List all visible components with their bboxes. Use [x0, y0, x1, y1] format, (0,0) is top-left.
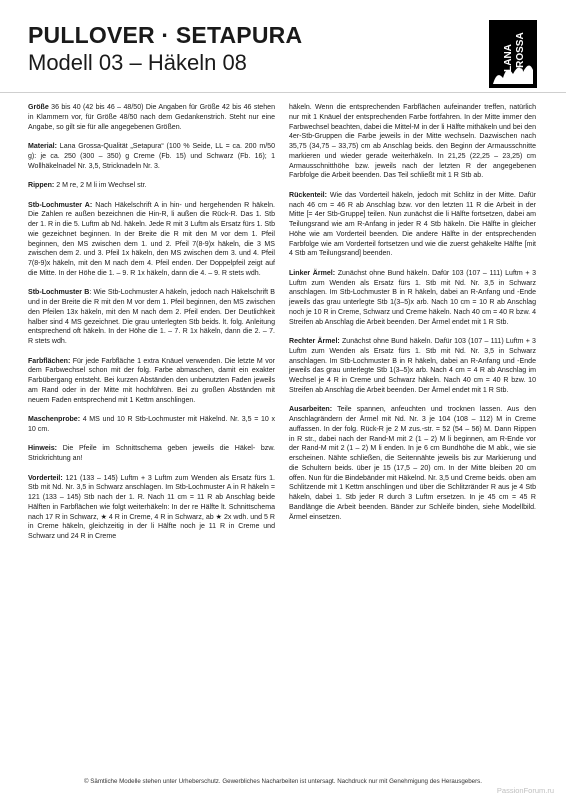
left-sleeve-paragraph: [289, 269, 536, 328]
watermark: PassionForum.ru: [496, 786, 554, 795]
pattern-a-text: Nach Häkelschrift A in hin- und hergehenden R häkeln. Die Zahlen re außen bezeichnen die Hin-R, li außen die Rück-R. Das 1. Stb der 1. R in die 5. Luftm ab Nd. häkeln. Jede R mit 3 Luftm als Ersatz fürs 1. Stb wie gezeichnet beginnen. In der Breite die R mit den M vor dem 1. Pfeil beginnen, den MS zwischen dem 1. und 2. Pfeil 7(8-9)x häkeln, die 3 MS zwischen dem 2. und 3. Pfeil 1x häkeln, den MS zwischen dem 3. und 4. Pfeil 7(8-9)x häkeln, mit den M nach dem 4. Pfeil enden. Der Doppelpfeil zeigt auf die Mitte. In der Höhe die 1. – 9. R 1x häkeln, dann die 4. – 9. R stets wdh.: [28, 201, 275, 277]
ribs-paragraph: [28, 181, 275, 191]
material-label: Material:: [28, 143, 57, 150]
colour-areas-label: Farbflächen:: [28, 357, 71, 365]
front-continued-paragraph: [289, 103, 536, 181]
pattern-a-label: Stb-Lochmuster A:: [28, 201, 93, 209]
right-sleeve-paragraph: [289, 337, 536, 396]
left-sleeve-label: Linker Ärmel:: [289, 269, 336, 277]
page-title: PULLOVER · SETAPURA: [28, 22, 303, 48]
note-paragraph: [28, 444, 275, 464]
size-label: Größe: [28, 104, 49, 111]
right-sleeve-label: Rechter Ärmel:: [289, 338, 340, 345]
back-paragraph: [289, 191, 536, 259]
finishing-paragraph: [289, 405, 536, 522]
pattern-b-paragraph: [28, 288, 275, 347]
back-text: Wie das Vorderteil häkeln, jedoch mit Schlitz in der Mitte. Dafür nach 46 cm = 46 R ab Anschlag bzw. vor den letzten 11 R die Arbeit in der Mitte [= 4er Stb-Gruppe] teilen. Nun zunächst die li Hälfte fortsetzen, dabei am Teilungsrand wie am R-Anfang in jeder R 4 Stb häkeln. Die Hälfte in gleicher Höhe wie am Vorderteil beenden. Die andere Hälfte in der entsprechenden Farbfolge wie am Vorderteil fortsetzen und wie die zuerst gehäkelte Hälfte [mit 4 Stb am Teilungsrand] beenden.: [289, 191, 536, 258]
pattern-a-paragraph: [28, 201, 275, 279]
size-text: 36 bis 40 (42 bis 46 – 48/50) Die Angaben für Größe 42 bis 46 stehen in Klammern vor, für Größe 48/50 nach dem Gedankenstrich. Steht nur eine Angabe, so gilt sie für alle angegebenen Größen.: [28, 104, 275, 131]
pattern-b-text: : Wie Stb-Lochmuster A häkeln, jedoch nach Häkelschrift B und in der Breite die R mit den M vor dem 1. Pfeil beginnen, den MS zwischen den Pfeilen 13x häkeln, mit den M nach dem 2. Pfeil enden. Der Deutlichkeit halber sind 4 MS gezeichnet. Die grau unterlegten Stb beids. lt. folg. Anleitung entsprechend oft häkeln. In der Höhe die 1. – 7. R 1x häkeln, dann die 2. – 7. R stets wdh.: [28, 289, 276, 345]
svg-text:GROSSA: GROSSA: [515, 32, 526, 76]
ribs-label: Rippen:: [28, 182, 55, 189]
gauge-label: Maschenprobe:: [28, 416, 81, 423]
right-column: [289, 103, 536, 532]
ribs-text: 2 M re, 2 M li im Wechsel str.: [54, 182, 147, 189]
left-column: [28, 103, 275, 552]
front-text: 121 (133 – 145) Luftm + 3 Luftm zum Wenden als Ersatz fürs 1. Stb mit Nd. Nr. 3,5 in Schwarz anschlagen. Im Stb-Lochmuster A in R häkeln = 121 (133 – 145) Stb nach der 1. R. Nach 11 cm = 11 R ab Anschlag beide Hälften in Farbflächen wie folgt weiterhäkeln: In der re Hälfte lt. Schnittschema nach 17 R in Schwarz, ★ 4 R in Creme, 4 R in Schwarz, ab ★ 2x wdh. und 5 R in Creme häkeln, gleichzeitig in der li Hälfte noch je 11 R in Creme und Schwarz und 24 R in Creme: [28, 474, 275, 540]
front-continued-text: häkeln. Wenn die entsprechenden Farbflächen aufeinander treffen, natürlich nur mit 1 Knäuel der entsprechenden Farbe fortfahren. In der Mitte immer den Farbwechsel beachten, dabei die Mittel-M in der li Hälfte mithäkeln und bei den 4er-Stb-Gruppen die Farbe jeweils in der Mitte wechseln. Dazwischen nach 35,75 (34,75 – 33,75) cm ab Anschlag beids. den Beginn der Armausschnitte markieren und wieder gerade weiterhäkeln. In 21,25 (22,25 – 23,25) cm Armausschnitthöhe bzw. jeweils nach der letzten R der angegebenen Farbfolge die Arbeit beenden. Das Teil schließt mit 1 R Stb ab.: [289, 104, 536, 180]
right-sleeve-text: Zunächst ohne Bund häkeln. Dafür 103 (107 – 111) Luftm + 3 Luftm zum Wenden als Ersatz fürs 1. Stb mit Nd. Nr. 3,5 in Schwarz anschlagen. Im Stb-Lochmuster B in R häkeln, dabei an R-Anfang und -Ende jeweils das grau unterlegte Stb 1(3–5)x arb. Nach 4 cm = 4 R ab Anschlag im Wechsel je 4 R in Creme und Schwarz häkeln. Nach 40 cm = 40 R bzw. 10 Streifen ab Anschlag die Arbeit beenden. Der Ärmel endet mit 1 R Stb.: [289, 338, 536, 394]
front-label: Vorderteil:: [28, 474, 63, 482]
gauge-text: 4 MS und 10 R Stb-Lochmuster mit Häkelnd. Nr. 3,5 = 10 x 10 cm.: [28, 416, 275, 433]
gauge-paragraph: [28, 415, 275, 435]
size-paragraph: [28, 103, 275, 132]
pattern-b-label: Stb-Lochmuster B: [28, 289, 90, 297]
finishing-text: Teile spannen, anfeuchten und trocknen lassen. Aus den Anschlagrändern der Ärmel mit Nd. Nr. 3 je 104 (108 – 112) M in Creme auffassen. In der folg. Rück-R je 2 M zus.-str. = 52 (54 – 56) M. Dann Rippen in R str., dabei nach der Rand-M mit 2 (1 – 2) M li beginnen, am R-Ende vor der Rand-M mit 2 (1 – 2) M li enden. In je 6 cm Bundhöhe die M abk., wie sie erscheinen. Nähte schließen, die Seitennähte jeweils bis zur Markierung und die Schultern beids. über je 15 (17,5 – 20) cm. In der Mitte bleiben 20 cm offen. Nun für die Bindebänder mit Häkelnd. Nr. 3,5 und Creme beids. oben am Schlitzende mit 1 Kettm anschlingen und über die Schlitzränder R aus je 4 Stb häkeln, dabei 1. Stb jeder R durch 3 Luftm ersetzen. In je 45 cm = 45 R Bandlänge die Arbeit beenden. Bänder zur Schleife binden, siehe Modellbild. Ärmel einsetzen.: [289, 406, 536, 521]
front-paragraph: [28, 474, 275, 542]
svg-text:LANA: LANA: [503, 44, 514, 72]
back-label: Rückenteil:: [289, 191, 327, 199]
note-label: Hinweis:: [28, 445, 57, 453]
left-sleeve-text: Zunächst ohne Bund häkeln. Dafür 103 (107 – 111) Luftm + 3 Luftm zum Wenden als Ersatz fürs 1. Stb mit Nd. Nr. 3,5 in Schwarz anschlagen. Im Stb-Lochmuster B in R häkeln, dabei an R-Anfang und -Ende jeweils das grau unterlegte Stb 1(3–5)x arb. Nach 10 cm = 10 R ab Anschlag noch je 10 R in Creme, Schwarz und Creme häkeln. Nach 40 cm = 40 R bzw. 4 Streifen ab Anschlag die Arbeit beenden. Der Ärmel endet mit 1 R Stb.: [289, 269, 536, 326]
material-paragraph: [28, 142, 275, 171]
lana-grossa-logo: [489, 18, 537, 88]
header-divider: [0, 92, 566, 93]
page-subtitle: Modell 03 – Häkeln 08: [28, 50, 247, 75]
colour-areas-text: Für jede Farbfläche 1 extra Knäuel verwenden. Die letzte M vor dem Farbwechsel schon mit der folg. Farbe abmaschen, damit ein exakter Farbübergang entsteht. Bei kurzen Abständen den unbenutzten Faden jeweils am Rand oder in der Mitte mit hochführen. Bei zu großen Abständen mit neuem Faden entsprechend mit 1 Kettm anschlingen.: [28, 357, 275, 404]
material-text: Lana Grossa-Qualität „Setapura“ (100 % Seide, LL = ca. 200 m/50 g): je ca. 250 (300 – 350) g Creme (Fb. 15) und Schwarz (Fb. 16); 1 Wollhäkelnadel Nr. 3,5, Stricknadeln Nr. 3.: [28, 143, 275, 170]
copyright-footer: © Sämtliche Modelle stehen unter Urheberschutz. Gewerbliches Nacharbeiten ist untersagt. Nachdruck nur mit Genehmigung des Herausgebers.: [83, 778, 482, 785]
finishing-label: Ausarbeiten:: [289, 406, 333, 414]
colour-areas-paragraph: [28, 357, 275, 406]
note-text: Die Pfeile im Schnittschema geben jeweils die Häkel- bzw. Strickrichtung an!: [28, 445, 275, 462]
